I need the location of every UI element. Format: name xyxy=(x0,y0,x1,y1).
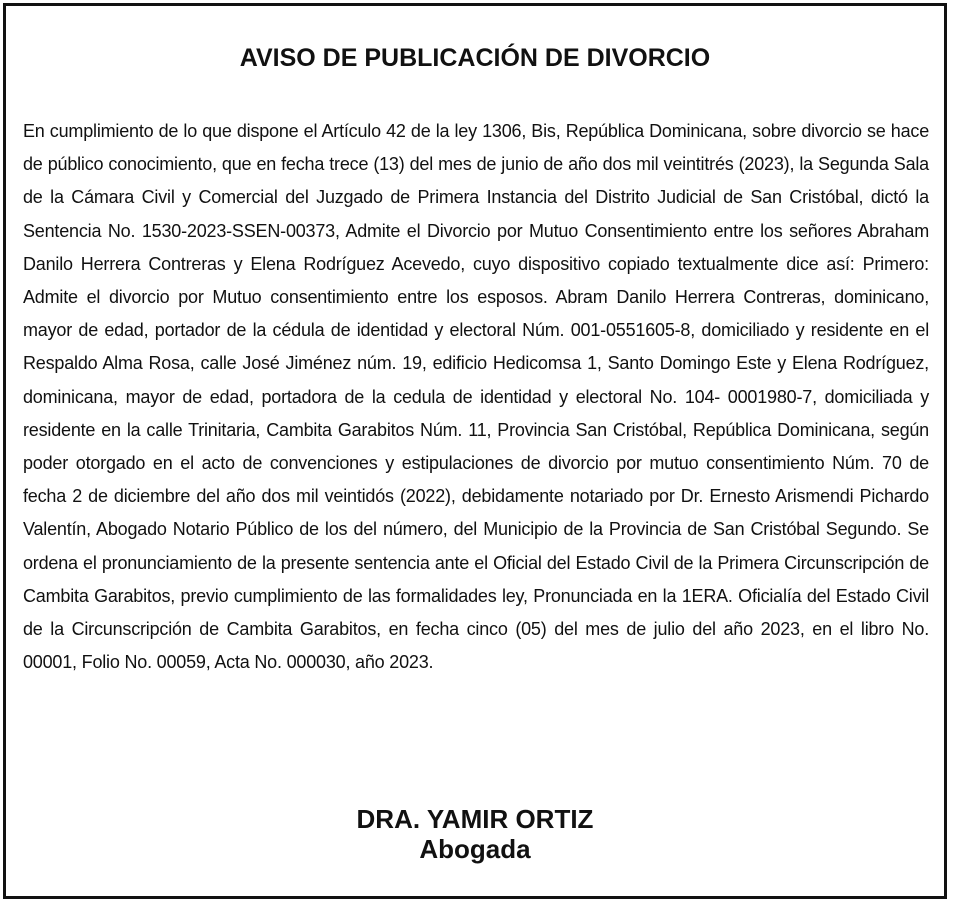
signature-name: DRA. YAMIR ORTIZ xyxy=(356,804,594,834)
signature-block xyxy=(6,804,944,864)
notice-body: En cumplimiento de lo que dispone el Artículo 42 de la ley 1306, Bis, República Dominicana, sobre divorcio se hace de público conocimiento, que en fecha trece (13) del mes de junio de año dos mil veintitrés (2023), la Segunda Sala de la Cámara Civil y Comercial del Juzgado de Primera Instancia del Distrito Judicial de San Cristóbal, dictó la Sentencia No. 1530-2023-SSEN-00373, Admite el Divorcio por Mutuo Consentimiento entre los señores Abraham Danilo Herrera Contreras y Elena Rodríguez Acevedo, cuyo dispositivo copiado textualmente dice así: Primero: Admite el divorcio por Mutuo consentimiento entre los esposos. Abram Danilo Herrera Contreras, dominicano, mayor de edad, portador de la cédula de identidad y electoral Núm. 001-0551605-8, domiciliado y residente en el Respaldo Alma Rosa, calle José Jiménez núm. 19, edificio Hedicomsa 1, Santo Domingo Este y Elena Rodríguez, dominicana, mayor de edad, portadora de la cedula de identidad y electoral No. 104- 0001980-7, domiciliada y residente en la calle Trinitaria, Cambita Garabitos Núm. 11, Provincia San Cristóbal, República Dominicana, según poder otorgado en el acto de convenciones y estipulaciones de divorcio por mutuo consentimiento Núm. 70 de fecha 2 de diciembre del año dos mil veintidós (2022), debidamente notariado por Dr. Ernesto Arismendi Pichardo Valentín, Abogado Notario Público de los del número, del Municipio de la Provincia de San Cristóbal Segundo. Se ordena el pronunciamiento de la presente sentencia ante el Oficial del Estado Civil de la Primera Circunscripción de Cambita Garabitos, previo cumplimiento de las formalidades ley, Pronunciada en la 1ERA. Oficialía del Estado Civil de la Circunscripción de Cambita Garabitos, en fecha cinco (05) del mes de julio del año 2023, en el libro No. 00001, Folio No. 00059, Acta No. 000030, año 2023. xyxy=(23,121,929,673)
notice-frame xyxy=(3,3,947,899)
signature-role: Abogada xyxy=(419,834,531,864)
notice-title: AVISO DE PUBLICACIÓN DE DIVORCIO xyxy=(239,44,711,72)
